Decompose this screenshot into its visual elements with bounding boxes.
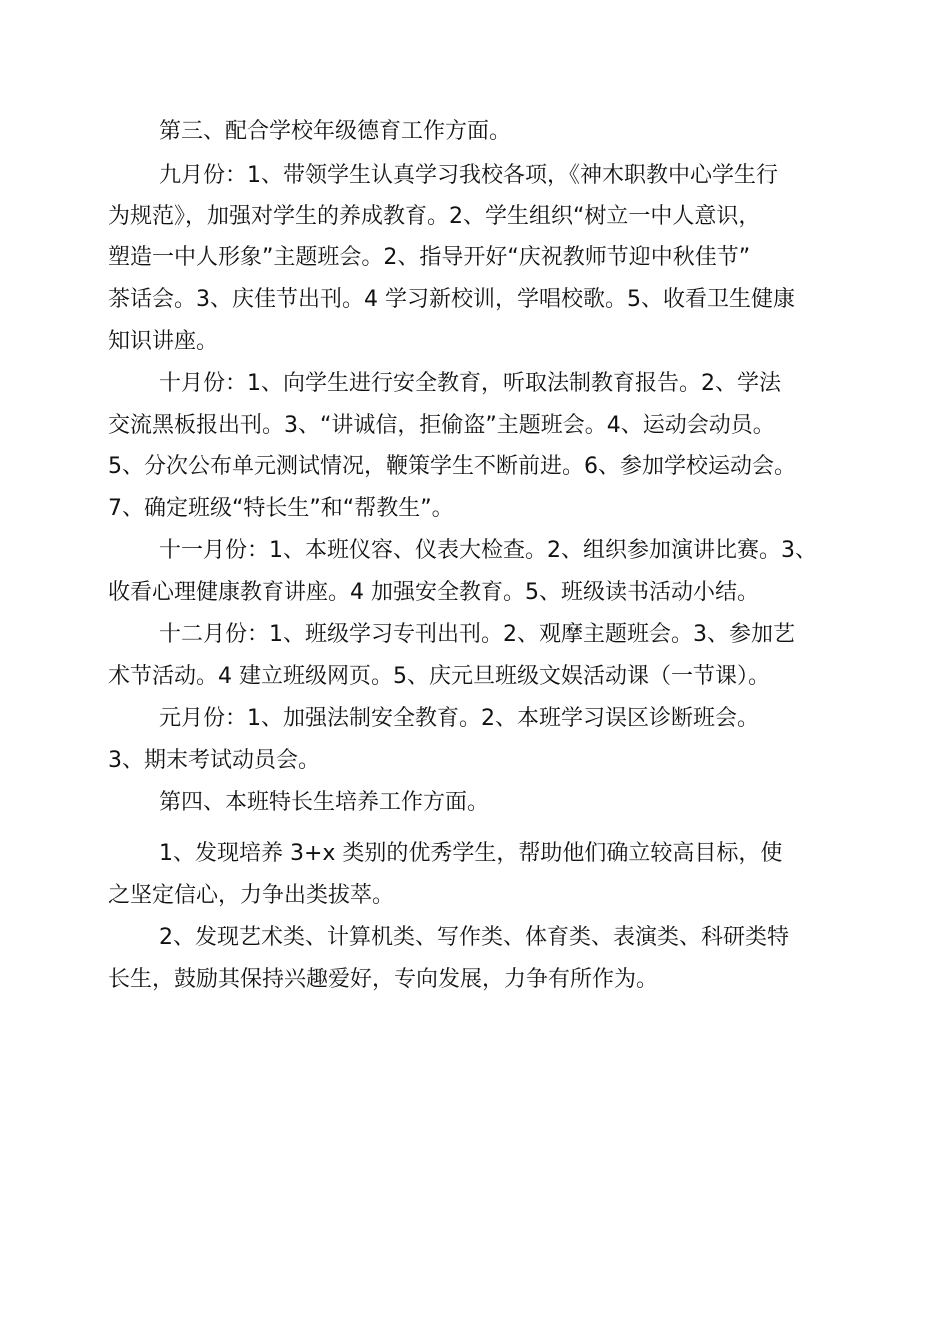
paragraph-line: 7、确定班级“特长生”和“帮教生”。 bbox=[108, 496, 454, 521]
paragraph-line: 知识讲座。 bbox=[108, 329, 219, 354]
paragraph-line: 元月份：1、加强法制安全教育。2、本班学习误区诊断班会。 bbox=[159, 706, 759, 731]
paragraph-line: 九月份：1、带领学生认真学习我校各项，《神木职教中心学生行 bbox=[159, 163, 778, 188]
paragraph-line: 长生，鼓励其保持兴趣爱好，专向发展，力争有所作为。 bbox=[108, 967, 659, 992]
section-heading-4: 第四、本班特长生培养工作方面。 bbox=[159, 790, 490, 815]
paragraph-line: 十二月份：1、班级学习专刊出刊。2、观摩主题班会。3、参加艺 bbox=[159, 622, 795, 647]
paragraph-line: 塑造一中人形象”主题班会。2、指导开好“庆祝教师节迎中秋佳节” bbox=[108, 245, 751, 270]
paragraph-line: 为规范》，加强对学生的养成教育。2、学生组织“树立一中人意识， bbox=[108, 204, 761, 229]
paragraph-line: 2、发现艺术类、计算机类、写作类、体育类、表演类、科研类特 bbox=[159, 925, 789, 950]
paragraph-line: 十一月份：1、本班仪容、仪表大检查。2、组织参加演讲比赛。3、 bbox=[159, 538, 817, 563]
paragraph-line: 之坚定信心，力争出类拔萃。 bbox=[108, 883, 395, 908]
paragraph-line: 十月份：1、向学生进行安全教育，听取法制教育报告。2、学法 bbox=[159, 371, 781, 396]
paragraph-line: 1、发现培养 3+x 类别的优秀学生，帮助他们确立较高目标，使 bbox=[159, 841, 783, 866]
paragraph-line: 术节活动。4 建立班级网页。5、庆元旦班级文娱活动课（一节课）。 bbox=[108, 664, 770, 689]
paragraph-line: 交流黑板报出刊。3、“讲诚信，拒偷盗”主题班会。4、运动会动员。 bbox=[108, 413, 775, 438]
section-heading-3: 第三、配合学校年级德育工作方面。 bbox=[159, 119, 512, 144]
paragraph-line: 5、分次公布单元测试情况，鞭策学生不断前进。6、参加学校运动会。 bbox=[108, 454, 796, 479]
paragraph-line: 茶话会。3、庆佳节出刊。4 学习新校训，学唱校歌。5、收看卫生健康 bbox=[108, 287, 795, 312]
paragraph-line: 3、期末考试动员会。 bbox=[108, 748, 320, 773]
paragraph-line: 收看心理健康教育讲座。4 加强安全教育。5、班级读书活动小结。 bbox=[108, 580, 759, 605]
